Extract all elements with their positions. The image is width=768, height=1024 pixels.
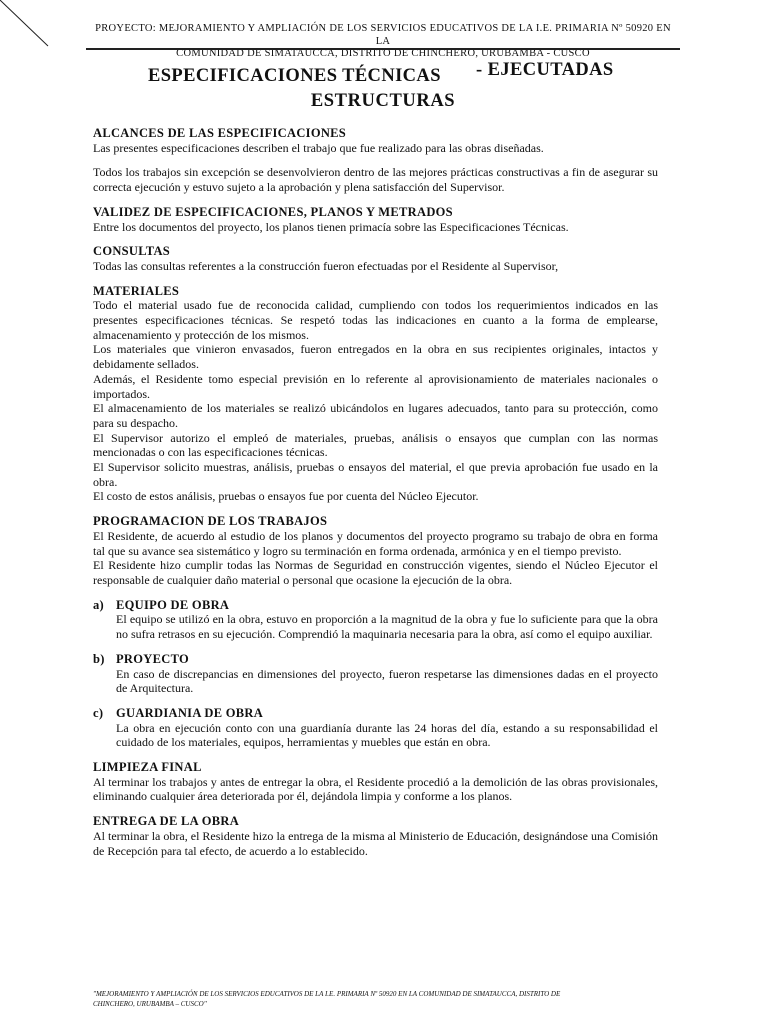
paragraph: Al terminar la obra, el Residente hizo la entrega de la misma al Ministerio de Educación, designándose una Comisión de Recepción para tal efecto, de acuerdo a lo establecido. bbox=[93, 828, 658, 858]
paragraph: Todos los trabajos sin excepción se desenvolvieron dentro de las mejores prácticas constructivas a fin de asegurar su correcta ejecución y estuvo sujeto a la aprobación y plena satisfacción del Supervisor. bbox=[93, 165, 658, 195]
page-header bbox=[88, 23, 678, 61]
subsection-guardiania bbox=[93, 706, 658, 750]
paragraph: El Supervisor autorizo el empleó de materiales, pruebas, análisis o ensayos que cumplan con las normas mencionadas o con las especificaciones técnicas. bbox=[93, 430, 658, 460]
paragraph: Todo el material usado fue de reconocida calidad, cumpliendo con todos los requerimientos indicados en las presentes especificaciones técnicas. Se respetó todas las indicaciones en cuanto a la forma de emplearse, almacenamiento y protección de los mismos. bbox=[93, 298, 658, 342]
section-materiales bbox=[93, 284, 658, 505]
header-divider bbox=[86, 48, 680, 50]
corner-fold-line bbox=[0, 0, 60, 60]
section-title: ENTREGA DE LA OBRA bbox=[93, 814, 240, 829]
subsection-title: PROYECTO bbox=[116, 651, 190, 666]
section-consultas bbox=[93, 244, 658, 273]
footer-line-2: CHINCHERO, URUBAMBA – CUSCO" bbox=[93, 1000, 207, 1008]
paragraph: El almacenamiento de los materiales se realizó ubicándolos en lugares adecuados, tanto para su protección, como para su despacho. bbox=[93, 401, 658, 430]
title-subtitle: ESTRUCTURAS bbox=[310, 91, 456, 111]
section-title: PROGRAMACION DE LOS TRABAJOS bbox=[93, 514, 328, 529]
subsection-title: EQUIPO DE OBRA bbox=[116, 597, 230, 612]
title-main: ESPECIFICACIONES TÉCNICAS bbox=[148, 66, 441, 86]
paragraph: El costo de estos análisis, pruebas o ensayos fue por cuenta del Núcleo Ejecutor. bbox=[93, 489, 479, 504]
subsection-letter: a) bbox=[93, 597, 105, 612]
subsection-equipo bbox=[93, 598, 658, 642]
section-title: ALCANCES DE LAS ESPECIFICACIONES bbox=[93, 126, 347, 140]
paragraph: Al terminar los trabajos y antes de entregar la obra, el Residente procedió a la demolición de las obras provisionales, eliminando cualquier área deteriorada por él, dejándola limpia y conforme a los planos. bbox=[93, 774, 658, 804]
header-line-2: COMUNIDAD DE SIMATAUCCA, DISTRITO DE CHINCHERO, URUBAMBA - CUSCO bbox=[176, 48, 590, 59]
paragraph: En caso de discrepancias en dimensiones del proyecto, fueron respetarse las dimensiones dadas en el proyecto de Arquitectura. bbox=[116, 666, 658, 696]
header-line-1: PROYECTO: MEJORAMIENTO Y AMPLIACIÓN DE LOS SERVICIOS EDUCATIVOS DE LA I.E. PRIMARIA Nº 50920 EN LA bbox=[95, 23, 671, 47]
section-entrega bbox=[93, 814, 658, 858]
footer-line-1: "MEJORAMIENTO Y AMPLIACIÓN DE LOS SERVICIOS EDUCATIVOS DE LA I.E. PRIMARIA Nº 50920 EN LA COMUNIDAD DE SIMATAUCCA, DISTRITO DE bbox=[93, 990, 561, 998]
section-validez bbox=[93, 205, 658, 234]
paragraph: Entre los documentos del proyecto, los planos tienen primacía sobre las Especificaciones Técnicas. bbox=[93, 219, 569, 234]
section-alcances bbox=[93, 126, 658, 195]
subsection-title: GUARDIANIA DE OBRA bbox=[116, 705, 264, 720]
section-programacion bbox=[93, 514, 658, 588]
page-footer bbox=[93, 989, 653, 1009]
document-body bbox=[93, 126, 658, 868]
paragraph: El Supervisor solicito muestras, análisis, pruebas o ensayos del material, el que previa aprobación fue usado en la obra. bbox=[93, 460, 658, 489]
paragraph: El equipo se utilizó en la obra, estuvo en proporción a la magnitud de la obra y fue lo suficiente para que la obra no sufra retrasos en su ejecución. Comprendió la maquinaria necesaria para la obra, así como el equipo auxiliar. bbox=[116, 612, 658, 642]
paragraph: Todas las consultas referentes a la construcción fueron efectuadas por el Residente al Supervisor, bbox=[93, 258, 559, 273]
section-title: CONSULTAS bbox=[93, 244, 171, 259]
paragraph: Además, el Residente tomo especial previsión en lo referente al aprovisionamiento de materiales nacionales o importados. bbox=[93, 371, 658, 401]
section-title: VALIDEZ DE ESPECIFICACIONES, PLANOS Y METRADOS bbox=[93, 204, 453, 219]
subsection-letter: c) bbox=[93, 705, 104, 720]
section-title: MATERIALES bbox=[93, 283, 180, 298]
paragraph: Los materiales que vinieron envasados, fueron entregados en la obra en sus recipientes originales, intactos y debidamente sellados. bbox=[93, 342, 658, 372]
subsection-letter: b) bbox=[93, 651, 105, 666]
title-suffix: - EJECUTADAS bbox=[476, 60, 614, 80]
paragraph: La obra en ejecución conto con una guardianía durante las 24 horas del día, estando a su responsabilidad el cuidado de los materiales, equipos, herramientas y muebles que están en obra. bbox=[116, 720, 658, 750]
paragraph: El Residente hizo cumplir todas las Normas de Seguridad en construcción vigentes, siendo el Núcleo Ejecutor el responsable de cualquier daño material o personal que ocasione la ejecución de la obra. bbox=[93, 558, 658, 587]
section-title: LIMPIEZA FINAL bbox=[93, 760, 202, 775]
section-limpieza bbox=[93, 760, 658, 804]
paragraph: Las presentes especificaciones describen el trabajo que fue realizado para las obras diseñadas. bbox=[93, 140, 544, 155]
paragraph: El Residente, de acuerdo al estudio de los planos y documentos del proyecto programo su trabajo de obra en forma tal que su avance sea sistemático y logro su terminación en forma ordenada, armónica y en el tiempo previsto. bbox=[93, 528, 658, 558]
subsection-proyecto bbox=[93, 652, 658, 696]
